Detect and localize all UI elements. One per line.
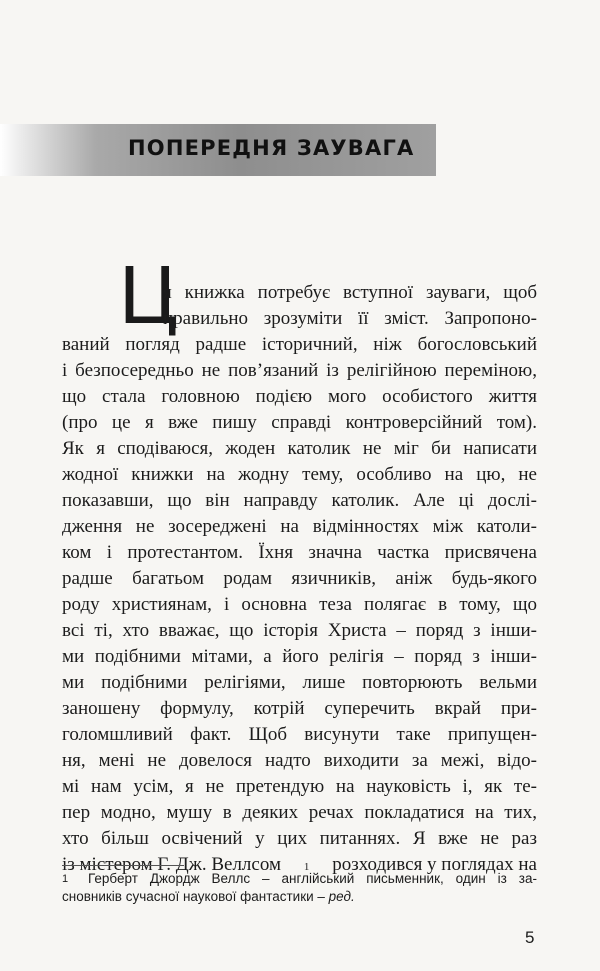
body-line: голомшливий факт. Щоб висунути таке припущен- [62,724,537,745]
body-line: пер модно, мушу в деяких речах покладатися на тих, [62,802,537,823]
body-line: ми подібними релігіями, лише повторюють вельми [62,672,537,693]
drop-cap: Ц [118,252,179,342]
body-line-part: розходився у поглядах на [332,854,537,875]
body-line: мі нам усім, я не претендую на науковість і, як те- [62,776,537,797]
body-line: ня, мені не довелося надто виходити за межі, відо- [62,750,537,771]
body-line: правильно зрозуміти її зміст. Запропоно- [163,308,537,329]
body-line-part: із містером Г. Дж. Веллсом [62,854,282,875]
footnote-line [62,889,537,904]
footnote-text: сновників сучасної наукової фантастики – [62,889,329,904]
page-number: 5 [525,928,535,947]
body-line: ваний погляд радше історичний, ніж богословський [62,334,537,355]
footnote-editor-mark: ред. [328,889,355,904]
body-line: (про це я вже пишу справді контроверсійний том). [62,412,537,433]
body-line: що стала головною подією мого особистого життя [62,386,537,407]
body-line: ми подібними мітами, а його релігія – поряд з інши- [62,646,537,667]
chapter-title: ПОПЕРЕДНЯ ЗАУВАГА [128,136,415,160]
footnote-line: Герберт Джордж Веллс – англійський письменник, один із за- [88,871,537,886]
footnote-rule [62,865,184,866]
body-line: хто більш освічений у цих питаннях. Я вже не раз [62,828,537,849]
body-line: роду християнам, і основна теза полягає в тому, що [62,594,537,615]
body-line-last: із містером Г. Дж. Веллсом 1 розходився у поглядах на [62,854,537,875]
body-line: радше багатьом родам язичників, аніж будь-якого [62,568,537,589]
body-line: дження не зосереджені на відмінностях між католи- [62,516,537,537]
body-line: всі ті, хто вважає, що історія Христа – поряд з інши- [62,620,537,641]
body-line: я книжка потребує вступної зауваги, щоб [163,282,537,303]
footnote-marker: 1 [62,873,69,885]
body-line: ком і протестантом. Їхня значна частка присвячена [62,542,537,563]
body-line: жодної книжки на жодну тему, особливо на цю, не [62,464,537,485]
body-line: і безпосередньо не пов’язаний із релігійною переміною, [62,360,537,381]
body-line: показавши, що він направду католик. Але ці дослі- [62,490,537,511]
body-line: заношену формулу, котрій суперечить вкрай при- [62,698,537,719]
body-line: Як я сподіваюся, жоден католик не міг би написати [62,438,537,459]
